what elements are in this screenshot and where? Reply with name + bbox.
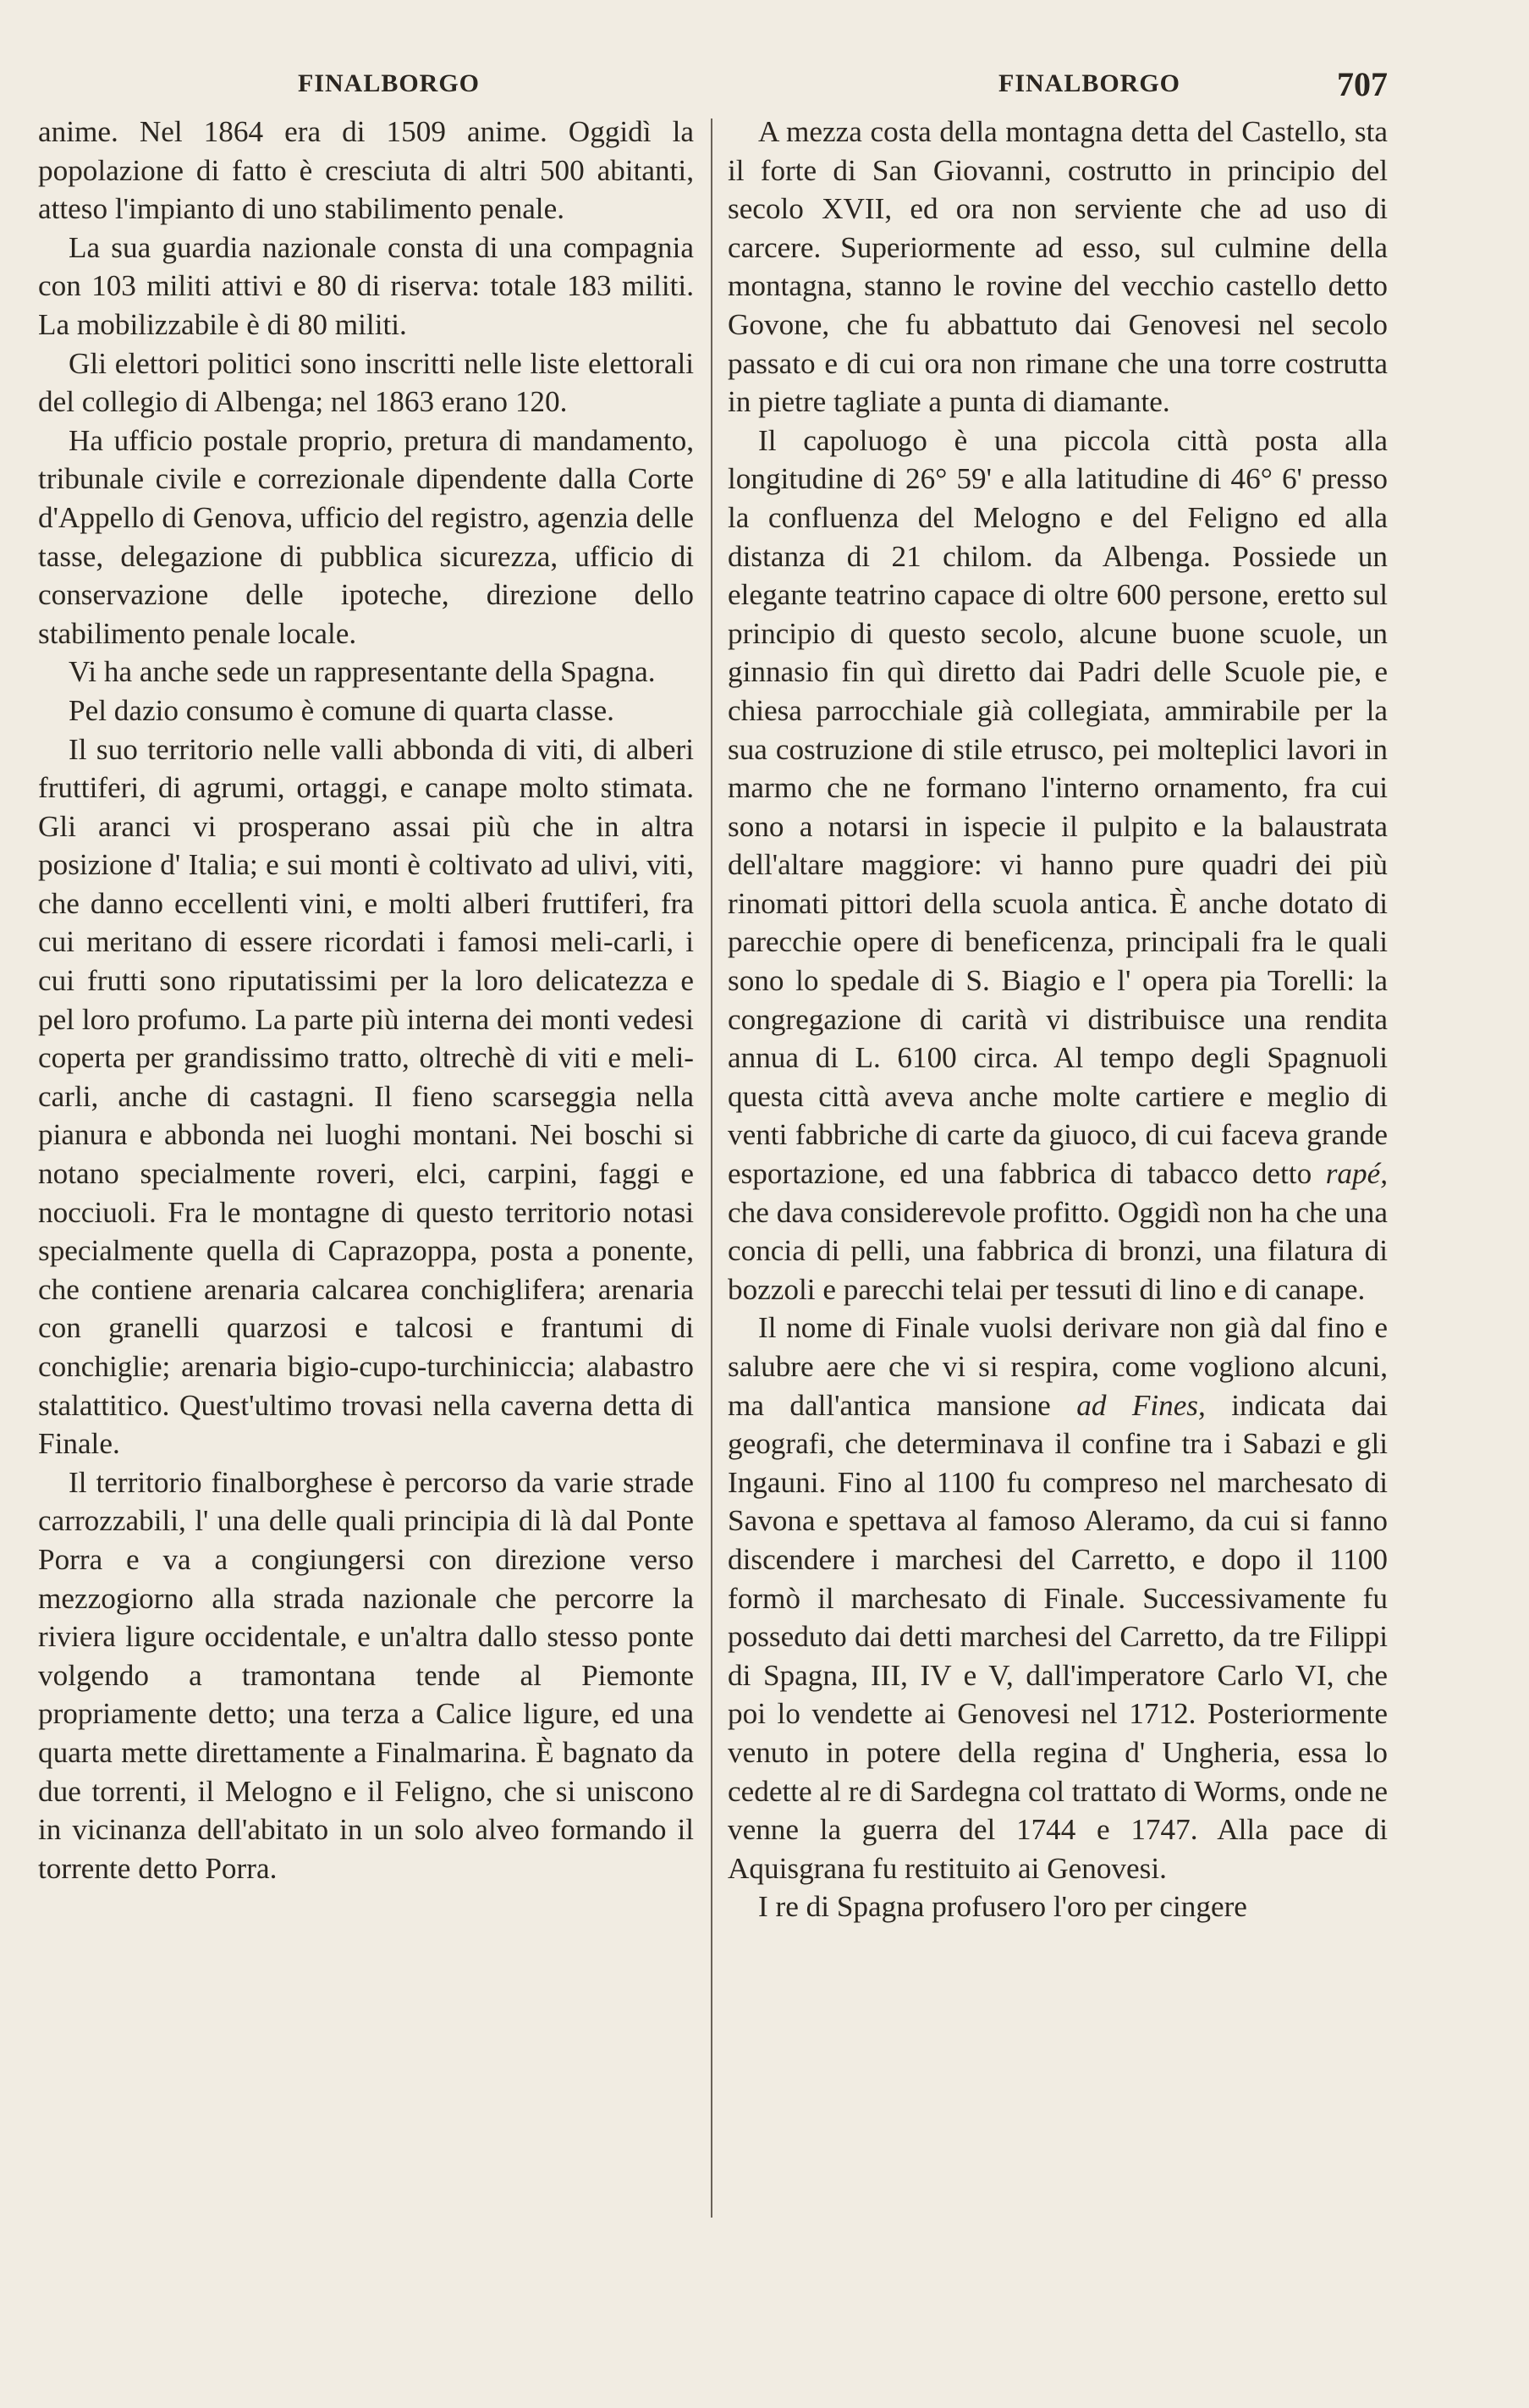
paragraph-text: Il capoluogo è una piccola città posta alla longitudine di 26° 59' e alla latitudine di 46° 6' presso la confluenza del Melogno e del Feligno ed alla distanza di 21 chilom. da Albenga. Possiede un elegante teatrino capace di oltre 600 persone, eretto sul principio di questo secolo, alcune buone scuole, un ginnasio fin quì diretto dai Padri delle Scuole pie, e chiesa parrocchiale già collegiata, ammirabile per la sua costruzione di stile etrusco, pei molteplici lavori in marmo che ne formano l'interno ornamento, fra cui sono a notarsi in ispecie il pulpito e la balaustrata dell'altare maggiore: vi hanno pure quadri dei più rinomati pittori della scuola antica. È anche dotato di parecchie opere di beneficenza, principali fra le quali sono lo spedale di S. Biagio e l' opera pia Torelli: la congregazione di carità vi distribuisce una rendita annua di L. 6100 circa. Al tempo degli Spagnuoli questa città aveva anche molte cartiere e meglio di venti fabbriche di carte da giuoco, di cui faceva grande esportazione, ed una fabbrica di tabacco detto [728, 423, 1388, 1191]
italic-term: ad Fines, [1076, 1388, 1206, 1422]
paragraph: Gli elettori politici sono inscritti nelle liste elettorali del collegio di Albenga; nel 1863 erano 120. [38, 346, 694, 419]
paragraph [728, 1309, 1388, 1887]
paragraph [728, 422, 1388, 1309]
paragraph: Vi ha anche sede un rappresentante della Spagna. [69, 655, 656, 689]
paragraph: Il suo territorio nelle valli abbonda di viti, di alberi fruttiferi, di agrumi, ortaggi, e canape molto stimata. Gli aranci vi prosperano assai più che in altra posizione d' Italia; e sui monti è coltivato ad ulivi, viti, che danno eccellenti vini, e molti alberi fruttiferi, fra cui meritano di essere ricordati i famosi meli-carli, i cui frutti sono riputatissimi per la loro delicatezza e pel loro profumo. La parte più interna dei monti vedesi coperta per grandissimo tratto, oltrechè di viti e meli-carli, anche di castagni. Il fieno scarseggia nella pianura e abbonda nei luoghi montani. Nei boschi si notano specialmente roveri, elci, carpini, faggi e nocciuoli. Fra le montagne di questo territorio notasi specialmente quella di Caprazoppa, posta a ponente, che contiene arenaria calcarea conchiglifera; arenaria con granelli quarzosi e talcosi e frantumi di conchiglie; arenaria bigio-cupo-turchiniccia; alabastro stalattitico. Quest'ultimo trovasi nella caverna detta di Finale. [38, 732, 694, 1461]
right-column [728, 113, 1388, 1926]
paragraph-text: che dava considerevole profitto. Oggidì non ha che una concia di pelli, una fabbrica di bronzi, una filatura di bozzoli e parecchi telai per tessuti di lino e di canape. [728, 1195, 1388, 1306]
italic-term: rapé, [1325, 1157, 1389, 1191]
paragraph: Pel dazio consumo è comune di quarta classe. [69, 693, 614, 727]
paragraph: La sua guardia nazionale consta di una compagnia con 103 militi attivi e 80 di riserva: totale 183 militi. La mobilizzabile è di 80 militi. [38, 230, 694, 341]
running-header-left: FINALBORGO [298, 69, 481, 97]
running-header-right: FINALBORGO [998, 69, 1181, 97]
paragraph: Ha ufficio postale proprio, pretura di mandamento, tribunale civile e correzionale dipendente dalla Corte d'Appello di Genova, ufficio del registro, agenzia delle tasse, delegazione di pubblica sicurezza, ufficio di conservazione delle ipoteche, direzione dello stabilimento penale locale. [38, 423, 694, 650]
paragraph: A mezza costa della montagna detta del Castello, sta il forte di San Giovanni, costrutto in principio del secolo XVII, ed ora non serviente che ad uso di carcere. Superiormente ad esso, sul culmine della montagna, stanno le rovine del vecchio castello detto Govone, che fu abbattuto dai Genovesi nel secolo passato e di cui ora non rimane che una torre costrutta in pietre tagliate a punta di diamante. [728, 115, 1388, 419]
paragraph: I re di Spagna profusero l'oro per cingere [758, 1890, 1247, 1924]
left-column [38, 113, 694, 1887]
paragraph-text: indicata dai geografi, che determinava il confine tra i Sabazi e gli Ingauni. Fino al 1100 fu compreso nel marchesato di Savona e spettava al famoso Aleramo, da cui si fanno discendere i marchesi del Carretto, e dopo il 1100 formò il marchesato di Finale. Successivamente fu posseduto dai detti marchesi del Carretto, da tre Filippi di Spagna, III, IV e V, dall'imperatore Carlo VI, che poi lo vendette ai Genovesi nel 1712. Posteriormente venuto in potere della regina d' Ungheria, essa lo cedette al re di Sardegna col trattato di Worms, onde ne venne la guerra del 1744 e 1747. Alla pace di Aquisgrana fu restituito ai Genovesi. [728, 1388, 1389, 1885]
page-number: 707 [1337, 65, 1388, 103]
paragraph-text: Il nome di Finale vuolsi derivare non già dal fino e salubre aere che vi si respira, come vogliono alcuni, ma dall'antica mansione [728, 1311, 1388, 1422]
column-divider [711, 118, 712, 2218]
paragraph: anime. Nel 1864 era di 1509 anime. Oggidì la popolazione di fatto è cresciuta di altri 500 abitanti, atteso l'impianto di uno stabilimento penale. [38, 115, 694, 226]
paragraph: Il territorio finalborghese è percorso da varie strade carrozzabili, l' una delle quali principia di là dal Ponte Porra e va a congiungersi con direzione verso mezzogiorno alla strada nazionale che percorre la riviera ligure occidentale, e un'altra dallo stesso ponte volgendo a tramontana tende al Piemonte propriamente detto; una terza a Calice ligure, ed una quarta mette direttamente a Finalmarina. È bagnato da due torrenti, il Melogno e il Feligno, che si uniscono in vicinanza dell'abitato in un solo alveo formando il torrente detto Porra. [38, 1465, 694, 1885]
